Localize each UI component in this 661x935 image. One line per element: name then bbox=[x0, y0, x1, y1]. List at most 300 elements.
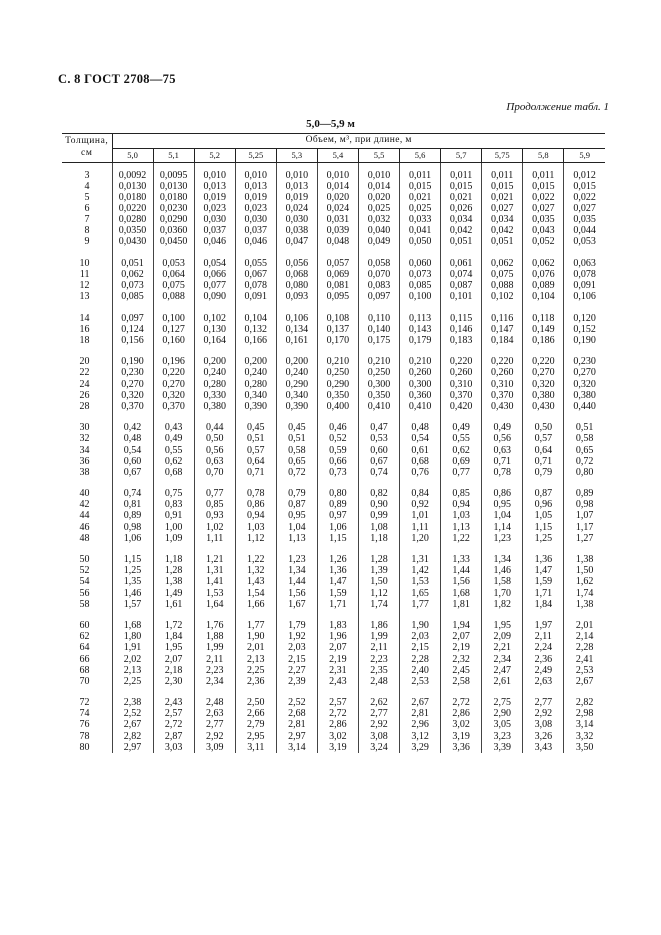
volume-cell: 2,09 bbox=[482, 632, 523, 643]
volume-cell: 0,0220 bbox=[112, 203, 153, 214]
volume-cell: 0,140 bbox=[358, 324, 399, 335]
volume-cell: 1,66 bbox=[235, 599, 276, 610]
volume-cell: 0,56 bbox=[482, 434, 523, 445]
volume-cell: 2,87 bbox=[153, 731, 194, 742]
spacer-cell bbox=[112, 346, 153, 357]
volume-cell: 2,25 bbox=[112, 676, 153, 687]
volume-cell: 1,22 bbox=[235, 555, 276, 566]
table-body bbox=[62, 163, 605, 754]
volume-cell: 0,78 bbox=[482, 467, 523, 478]
spacer-cell bbox=[276, 478, 317, 489]
volume-cell: 0,400 bbox=[317, 401, 358, 412]
spacer-cell bbox=[482, 412, 523, 423]
volume-cell: 0,095 bbox=[317, 291, 358, 302]
volume-cell: 0,310 bbox=[441, 379, 482, 390]
spacer-cell bbox=[194, 412, 235, 423]
volume-cell: 0,190 bbox=[564, 335, 605, 346]
spacer-cell bbox=[62, 610, 112, 621]
spacer-cell bbox=[112, 303, 153, 314]
length-header-cell: 5,9 bbox=[564, 149, 605, 163]
spacer-cell bbox=[482, 687, 523, 698]
volume-cell: 0,196 bbox=[153, 357, 194, 368]
volume-cell: 0,89 bbox=[564, 489, 605, 500]
spacer-cell bbox=[112, 412, 153, 423]
volume-cell: 3,26 bbox=[523, 731, 564, 742]
volume-cell: 0,104 bbox=[235, 313, 276, 324]
group-spacer bbox=[62, 544, 605, 555]
table-row bbox=[62, 280, 605, 291]
thickness-cell: 24 bbox=[62, 379, 112, 390]
thickness-cell: 42 bbox=[62, 500, 112, 511]
volume-cell: 1,50 bbox=[358, 577, 399, 588]
volume-cell: 0,200 bbox=[194, 357, 235, 368]
volume-cell: 1,99 bbox=[194, 643, 235, 654]
thickness-cell: 5 bbox=[62, 192, 112, 203]
volume-cell: 2,95 bbox=[235, 731, 276, 742]
spacer-cell bbox=[400, 687, 441, 698]
volume-cell: 0,063 bbox=[564, 258, 605, 269]
volume-cell: 0,72 bbox=[564, 456, 605, 467]
table-row bbox=[62, 599, 605, 610]
volume-cell: 0,67 bbox=[358, 456, 399, 467]
volume-cell: 0,49 bbox=[441, 423, 482, 434]
volume-cell: 2,52 bbox=[276, 698, 317, 709]
spacer-cell bbox=[564, 478, 605, 489]
volume-cell: 3,50 bbox=[564, 742, 605, 753]
spacer-cell bbox=[564, 248, 605, 259]
volume-cell: 0,175 bbox=[358, 335, 399, 346]
thickness-cell: 3 bbox=[62, 170, 112, 181]
volume-cell: 0,60 bbox=[112, 456, 153, 467]
thickness-cell: 62 bbox=[62, 632, 112, 643]
volume-cell: 3,08 bbox=[358, 731, 399, 742]
volume-cell: 0,370 bbox=[482, 390, 523, 401]
spacer-cell bbox=[153, 163, 194, 171]
volume-cell: 0,027 bbox=[523, 203, 564, 214]
spacer-cell bbox=[400, 544, 441, 555]
spacer-cell bbox=[317, 610, 358, 621]
volume-cell: 0,0360 bbox=[153, 225, 194, 236]
volume-cell: 0,046 bbox=[235, 237, 276, 248]
volume-cell: 1,12 bbox=[235, 533, 276, 544]
volume-cell: 0,380 bbox=[564, 390, 605, 401]
volume-cell: 0,71 bbox=[482, 456, 523, 467]
spacer-cell bbox=[62, 303, 112, 314]
spacer-cell bbox=[317, 478, 358, 489]
table-row bbox=[62, 434, 605, 445]
volume-cell: 2,52 bbox=[112, 709, 153, 720]
volume-cell: 1,23 bbox=[276, 555, 317, 566]
spacer-cell bbox=[317, 544, 358, 555]
spacer-cell bbox=[112, 478, 153, 489]
volume-cell: 0,57 bbox=[523, 434, 564, 445]
thickness-cell: 26 bbox=[62, 390, 112, 401]
volume-cell: 0,53 bbox=[358, 434, 399, 445]
volume-cell: 0,76 bbox=[400, 467, 441, 478]
volume-cell: 0,038 bbox=[276, 225, 317, 236]
volume-cell: 1,76 bbox=[194, 621, 235, 632]
volume-cell: 0,340 bbox=[276, 390, 317, 401]
group-spacer bbox=[62, 248, 605, 259]
volume-cell: 0,076 bbox=[523, 269, 564, 280]
volume-cell: 0,097 bbox=[112, 313, 153, 324]
volume-cell: 0,035 bbox=[523, 214, 564, 225]
volume-cell: 1,12 bbox=[358, 588, 399, 599]
volume-cell: 2,13 bbox=[235, 654, 276, 665]
volume-cell: 0,184 bbox=[482, 335, 523, 346]
spacer-cell bbox=[276, 687, 317, 698]
volume-cell: 3,12 bbox=[400, 731, 441, 742]
volume-cell: 0,78 bbox=[235, 489, 276, 500]
volume-cell: 0,280 bbox=[194, 379, 235, 390]
spacer-cell bbox=[564, 163, 605, 171]
volume-cell: 1,95 bbox=[482, 621, 523, 632]
table-row bbox=[62, 566, 605, 577]
volume-cell: 0,360 bbox=[400, 390, 441, 401]
thickness-cell: 14 bbox=[62, 313, 112, 324]
volume-cell: 0,80 bbox=[564, 467, 605, 478]
volume-cell: 1,22 bbox=[441, 533, 482, 544]
volume-cell: 0,48 bbox=[400, 423, 441, 434]
volume-cell: 0,061 bbox=[441, 258, 482, 269]
volume-cell: 0,010 bbox=[317, 170, 358, 181]
volume-cell: 0,45 bbox=[235, 423, 276, 434]
spacer-cell bbox=[400, 303, 441, 314]
volume-cell: 0,080 bbox=[276, 280, 317, 291]
group-spacer bbox=[62, 610, 605, 621]
volume-cell: 2,11 bbox=[358, 643, 399, 654]
volume-cell: 0,101 bbox=[441, 291, 482, 302]
volume-cell: 0,156 bbox=[112, 335, 153, 346]
volume-cell: 0,046 bbox=[194, 237, 235, 248]
volume-cell: 0,350 bbox=[317, 390, 358, 401]
volume-cell: 0,270 bbox=[564, 368, 605, 379]
spacer-cell bbox=[482, 478, 523, 489]
volume-cell: 0,99 bbox=[358, 511, 399, 522]
spacer-cell bbox=[317, 412, 358, 423]
volume-cell: 1,31 bbox=[400, 555, 441, 566]
volume-cell: 1,67 bbox=[276, 599, 317, 610]
volume-cell: 0,320 bbox=[153, 390, 194, 401]
volume-cell: 2,48 bbox=[194, 698, 235, 709]
volume-cell: 0,043 bbox=[523, 225, 564, 236]
volume-cell: 2,62 bbox=[358, 698, 399, 709]
spacer-cell bbox=[276, 346, 317, 357]
thickness-header: Толщина, см bbox=[62, 134, 112, 163]
table-row bbox=[62, 654, 605, 665]
spacer-cell bbox=[235, 478, 276, 489]
thickness-cell: 44 bbox=[62, 511, 112, 522]
volume-cell: 0,63 bbox=[482, 445, 523, 456]
volume-cell: 0,088 bbox=[153, 291, 194, 302]
volume-cell: 1,56 bbox=[276, 588, 317, 599]
volume-cell: 0,010 bbox=[194, 170, 235, 181]
volume-cell: 0,152 bbox=[564, 324, 605, 335]
volume-cell: 0,057 bbox=[317, 258, 358, 269]
volume-cell: 1,90 bbox=[235, 632, 276, 643]
volume-cell: 0,116 bbox=[482, 313, 523, 324]
volume-cell: 2,01 bbox=[564, 621, 605, 632]
volume-cell: 0,300 bbox=[400, 379, 441, 390]
volume-cell: 0,70 bbox=[194, 467, 235, 478]
volume-cell: 0,0280 bbox=[112, 214, 153, 225]
thickness-cell: 8 bbox=[62, 225, 112, 236]
volume-cell: 0,011 bbox=[482, 170, 523, 181]
volume-cell: 1,14 bbox=[482, 522, 523, 533]
volume-cell: 0,014 bbox=[317, 181, 358, 192]
volume-cell: 2,18 bbox=[153, 665, 194, 676]
volume-cell: 0,010 bbox=[358, 170, 399, 181]
volume-cell: 0,011 bbox=[400, 170, 441, 181]
volume-cell: 0,270 bbox=[153, 379, 194, 390]
volume-cell: 1,50 bbox=[564, 566, 605, 577]
thickness-cell: 56 bbox=[62, 588, 112, 599]
volume-cell: 0,132 bbox=[235, 324, 276, 335]
group-spacer bbox=[62, 346, 605, 357]
volume-cell: 0,050 bbox=[400, 237, 441, 248]
volume-cell: 0,240 bbox=[276, 368, 317, 379]
volume-cell: 1,32 bbox=[235, 566, 276, 577]
volume-cell: 0,102 bbox=[482, 291, 523, 302]
volume-cell: 0,118 bbox=[523, 313, 564, 324]
volume-cell: 0,089 bbox=[523, 280, 564, 291]
volume-cell: 0,210 bbox=[317, 357, 358, 368]
volume-cell: 0,024 bbox=[276, 203, 317, 214]
volume-cell: 0,058 bbox=[358, 258, 399, 269]
spacer-cell bbox=[400, 478, 441, 489]
thickness-cell: 64 bbox=[62, 643, 112, 654]
volume-cell: 2,35 bbox=[358, 665, 399, 676]
volume-cell: 0,49 bbox=[153, 434, 194, 445]
spacer-cell bbox=[276, 163, 317, 171]
spacer-cell bbox=[441, 412, 482, 423]
thickness-cell: 50 bbox=[62, 555, 112, 566]
volume-cell: 2,81 bbox=[276, 720, 317, 731]
volume-cell: 1,20 bbox=[400, 533, 441, 544]
spacer-cell bbox=[441, 610, 482, 621]
spacer-cell bbox=[358, 248, 399, 259]
volume-cell: 0,440 bbox=[564, 401, 605, 412]
volume-cell: 1,83 bbox=[317, 621, 358, 632]
table-row bbox=[62, 203, 605, 214]
volume-cell: 0,240 bbox=[235, 368, 276, 379]
volume-cell: 0,040 bbox=[358, 225, 399, 236]
volume-cell: 1,53 bbox=[194, 588, 235, 599]
table-row bbox=[62, 522, 605, 533]
volume-cell: 0,010 bbox=[276, 170, 317, 181]
volume-cell: 1,54 bbox=[235, 588, 276, 599]
spacer-cell bbox=[523, 610, 564, 621]
spacer-cell bbox=[400, 412, 441, 423]
volume-cell: 0,230 bbox=[112, 368, 153, 379]
spacer-cell bbox=[482, 248, 523, 259]
volume-cell: 1,72 bbox=[153, 621, 194, 632]
volume-cell: 2,72 bbox=[317, 709, 358, 720]
spacer-cell bbox=[235, 412, 276, 423]
volume-cell: 0,410 bbox=[358, 401, 399, 412]
volume-cell: 0,370 bbox=[153, 401, 194, 412]
volume-cell: 1,00 bbox=[153, 522, 194, 533]
volume-cell: 2,43 bbox=[317, 676, 358, 687]
volume-cell: 1,80 bbox=[112, 632, 153, 643]
volume-cell: 1,31 bbox=[194, 566, 235, 577]
spacer-cell bbox=[400, 248, 441, 259]
volume-cell: 2,66 bbox=[235, 709, 276, 720]
thickness-cell: 4 bbox=[62, 181, 112, 192]
volume-cell: 0,048 bbox=[317, 237, 358, 248]
volume-cell: 0,72 bbox=[276, 467, 317, 478]
volume-cell: 1,77 bbox=[235, 621, 276, 632]
volume-cell: 3,19 bbox=[317, 742, 358, 753]
thickness-cell: 22 bbox=[62, 368, 112, 379]
volume-cell: 0,073 bbox=[400, 269, 441, 280]
volume-cell: 0,290 bbox=[276, 379, 317, 390]
volume-cell: 0,025 bbox=[400, 203, 441, 214]
volume-cell: 0,0290 bbox=[153, 214, 194, 225]
volume-cell: 0,50 bbox=[523, 423, 564, 434]
volume-cell: 2,72 bbox=[153, 720, 194, 731]
group-spacer bbox=[62, 687, 605, 698]
volume-cell: 0,0130 bbox=[153, 181, 194, 192]
volume-cell: 0,47 bbox=[358, 423, 399, 434]
spacer-cell bbox=[523, 163, 564, 171]
volume-cell: 0,96 bbox=[523, 500, 564, 511]
thickness-cell: 60 bbox=[62, 621, 112, 632]
thickness-cell: 54 bbox=[62, 577, 112, 588]
spacer-cell bbox=[153, 610, 194, 621]
volume-cell: 0,80 bbox=[317, 489, 358, 500]
volume-cell: 0,250 bbox=[317, 368, 358, 379]
spacer-cell bbox=[441, 163, 482, 171]
volume-cell: 0,115 bbox=[441, 313, 482, 324]
volume-cell: 0,023 bbox=[235, 203, 276, 214]
volume-cell: 0,54 bbox=[112, 445, 153, 456]
volume-cell: 1,21 bbox=[194, 555, 235, 566]
volume-cell: 0,300 bbox=[358, 379, 399, 390]
volume-cell: 0,010 bbox=[235, 170, 276, 181]
volume-cell: 0,430 bbox=[482, 401, 523, 412]
volume-cell: 0,160 bbox=[153, 335, 194, 346]
volume-cell: 1,42 bbox=[400, 566, 441, 577]
volume-cell: 3,09 bbox=[194, 742, 235, 753]
volume-cell: 1,41 bbox=[194, 577, 235, 588]
volume-cell: 0,085 bbox=[400, 280, 441, 291]
volume-cell: 0,95 bbox=[482, 500, 523, 511]
spacer-cell bbox=[153, 346, 194, 357]
thickness-cell: 20 bbox=[62, 357, 112, 368]
volume-cell: 1,38 bbox=[564, 599, 605, 610]
volume-cell: 1,26 bbox=[317, 555, 358, 566]
volume-cell: 0,95 bbox=[276, 511, 317, 522]
volume-cell: 0,58 bbox=[564, 434, 605, 445]
volume-cell: 2,07 bbox=[153, 654, 194, 665]
thickness-cell: 48 bbox=[62, 533, 112, 544]
spacer-cell bbox=[194, 544, 235, 555]
table-row bbox=[62, 456, 605, 467]
volume-cell: 0,85 bbox=[194, 500, 235, 511]
volume-cell: 1,02 bbox=[194, 522, 235, 533]
table-row bbox=[62, 423, 605, 434]
table-row bbox=[62, 665, 605, 676]
spacer-cell bbox=[112, 163, 153, 171]
volume-cell: 1,95 bbox=[153, 643, 194, 654]
volume-cell: 0,164 bbox=[194, 335, 235, 346]
volume-cell: 1,84 bbox=[153, 632, 194, 643]
table-row bbox=[62, 335, 605, 346]
volume-cell: 2,53 bbox=[400, 676, 441, 687]
spacer-cell bbox=[358, 610, 399, 621]
volume-cell: 0,021 bbox=[400, 192, 441, 203]
volume-cell: 1,77 bbox=[400, 599, 441, 610]
volume-cell: 2,50 bbox=[235, 698, 276, 709]
table-row bbox=[62, 379, 605, 390]
volume-cell: 0,022 bbox=[564, 192, 605, 203]
thickness-cell: 11 bbox=[62, 269, 112, 280]
volume-cell: 0,220 bbox=[441, 357, 482, 368]
volume-cell: 0,021 bbox=[482, 192, 523, 203]
volume-cell: 0,62 bbox=[153, 456, 194, 467]
volume-cell: 2,41 bbox=[564, 654, 605, 665]
volume-cell: 1,94 bbox=[441, 621, 482, 632]
volume-cell: 2,01 bbox=[235, 643, 276, 654]
spacer-cell bbox=[317, 346, 358, 357]
volume-cell: 0,62 bbox=[441, 445, 482, 456]
volume-cell: 0,024 bbox=[317, 203, 358, 214]
group-spacer bbox=[62, 412, 605, 423]
table-row bbox=[62, 731, 605, 742]
volume-cell: 0,280 bbox=[235, 379, 276, 390]
volume-cell: 1,36 bbox=[317, 566, 358, 577]
volume-cell: 2,19 bbox=[317, 654, 358, 665]
volume-cell: 1,59 bbox=[523, 577, 564, 588]
volume-cell: 2,67 bbox=[564, 676, 605, 687]
volume-cell: 0,034 bbox=[441, 214, 482, 225]
volume-cell: 0,015 bbox=[523, 181, 564, 192]
volume-cell: 0,0130 bbox=[112, 181, 153, 192]
spacer-cell bbox=[482, 163, 523, 171]
volume-cell: 2,48 bbox=[358, 676, 399, 687]
volume-cell: 1,39 bbox=[358, 566, 399, 577]
volume-cell: 2,28 bbox=[400, 654, 441, 665]
volume-cell: 0,075 bbox=[482, 269, 523, 280]
volume-cell: 0,51 bbox=[276, 434, 317, 445]
volume-cell: 0,034 bbox=[482, 214, 523, 225]
spacer-cell bbox=[564, 412, 605, 423]
group-spacer bbox=[62, 303, 605, 314]
volume-cell: 0,074 bbox=[441, 269, 482, 280]
group-spacer bbox=[62, 478, 605, 489]
volume-cell: 0,083 bbox=[358, 280, 399, 291]
volume-cell: 1,44 bbox=[441, 566, 482, 577]
volume-cell: 0,0180 bbox=[153, 192, 194, 203]
volume-cell: 0,200 bbox=[235, 357, 276, 368]
length-header-cell: 5,2 bbox=[194, 149, 235, 163]
volume-cell: 0,053 bbox=[564, 237, 605, 248]
spacer-cell bbox=[62, 478, 112, 489]
volume-cell: 2,77 bbox=[358, 709, 399, 720]
volume-cell: 0,46 bbox=[317, 423, 358, 434]
thickness-cell: 66 bbox=[62, 654, 112, 665]
spacer-cell bbox=[153, 687, 194, 698]
volume-cell: 0,078 bbox=[564, 269, 605, 280]
volume-cell: 0,015 bbox=[441, 181, 482, 192]
volume-cell: 0,102 bbox=[194, 313, 235, 324]
spacer-cell bbox=[235, 303, 276, 314]
spacer-cell bbox=[62, 544, 112, 555]
volume-cell: 2,03 bbox=[400, 632, 441, 643]
volume-cell: 1,44 bbox=[276, 577, 317, 588]
spacer-cell bbox=[235, 163, 276, 171]
